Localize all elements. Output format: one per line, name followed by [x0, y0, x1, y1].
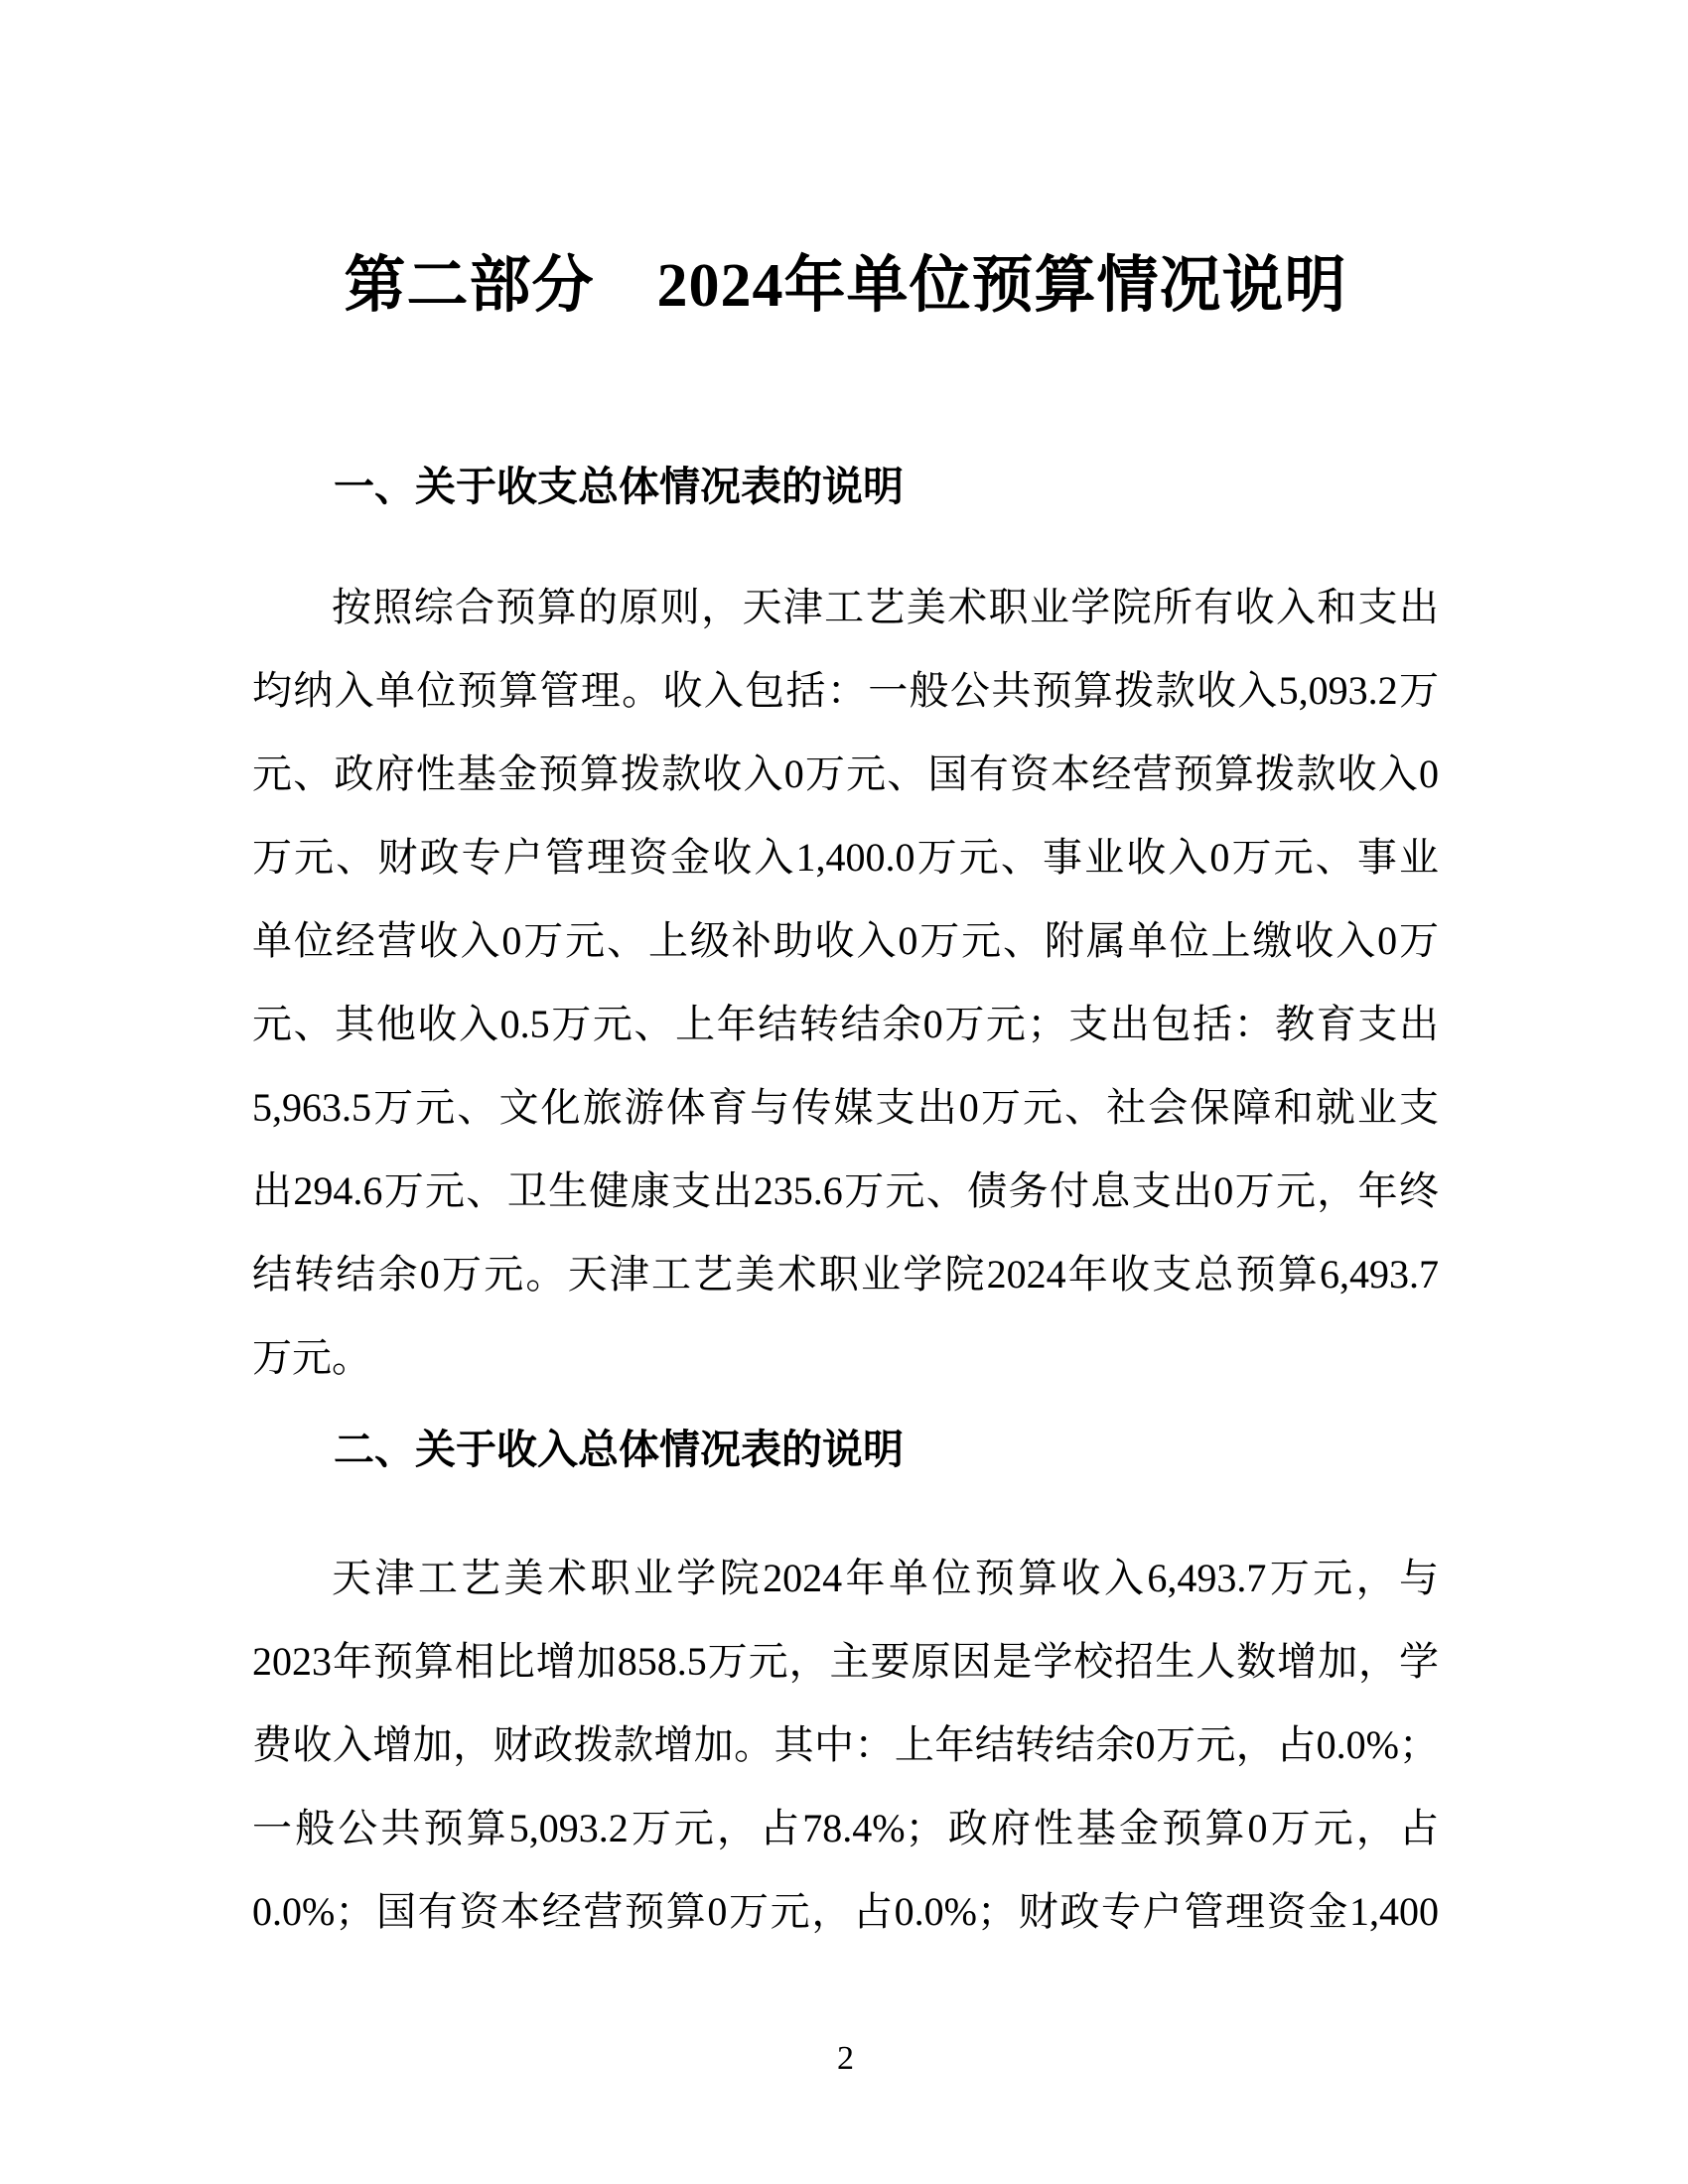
paragraph-line: 单位经营收入0万元、上级补助收入0万元、附属单位上缴收入0万 [252, 918, 1439, 963]
paragraph-line: 2023年预算相比增加858.5万元，主要原因是学校招生人数增加，学 [252, 1639, 1439, 1684]
paragraph-line: 天津工艺美术职业学院2024年单位预算收入6,493.7万元，与 [332, 1556, 1439, 1600]
section-2-heading: 二、关于收入总体情况表的说明 [334, 1427, 904, 1472]
paragraph-line: 元、其他收入0.5万元、上年结转结余0万元；支出包括：教育支出 [252, 1002, 1439, 1046]
paragraph-line: 0.0%；国有资本经营预算0万元，占0.0%；财政专户管理资金1,400 [252, 1889, 1439, 1934]
paragraph-line: 出294.6万元、卫生健康支出235.6万元、债务付息支出0万元，年终 [252, 1168, 1439, 1213]
section-1-paragraph [252, 566, 1439, 1400]
paragraph-line: 元、政府性基金预算拨款收入0万元、国有资本经营预算拨款收入0 [252, 751, 1439, 796]
section-1-heading: 一、关于收支总体情况表的说明 [334, 464, 904, 509]
paragraph-line: 万元。 [252, 1335, 371, 1380]
paragraph-line: 5,963.5万元、文化旅游体育与传媒支出0万元、社会保障和就业支 [252, 1085, 1439, 1130]
paragraph-line: 均纳入单位预算管理。收入包括：一般公共预算拨款收入5,093.2万 [252, 668, 1439, 713]
page-title: 第二部分 2024年单位预算情况说明 [344, 252, 1347, 320]
paragraph-line: 万元、财政专户管理资金收入1,400.0万元、事业收入0万元、事业 [252, 835, 1439, 880]
page-number: 2 [837, 2040, 854, 2077]
paragraph-line: 按照综合预算的原则，天津工艺美术职业学院所有收入和支出 [332, 585, 1439, 629]
paragraph-line: 结转结余0万元。天津工艺美术职业学院2024年收支总预算6,493.7 [252, 1252, 1439, 1297]
section-2-paragraph [252, 1537, 1439, 1954]
paragraph-line: 费收入增加，财政拨款增加。其中：上年结转结余0万元，占0.0%； [252, 1722, 1439, 1767]
paragraph-line: 一般公共预算5,093.2万元，占78.4%；政府性基金预算0万元，占 [252, 1806, 1439, 1850]
